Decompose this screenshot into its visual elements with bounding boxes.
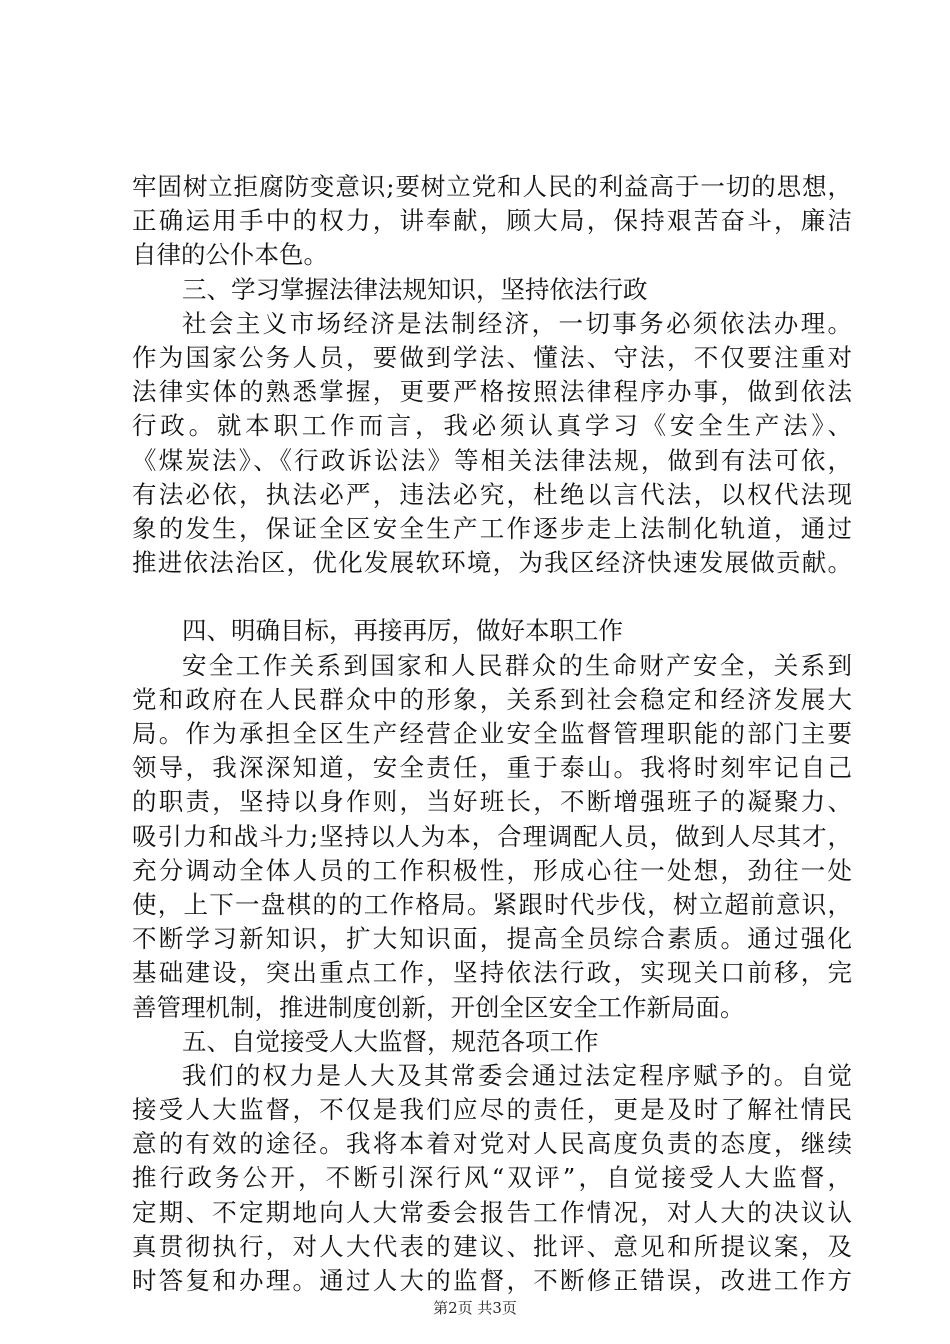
text-line: 有法必依，执法必严，违法必究，杜绝以言代法，以权代法现	[132, 479, 852, 509]
text-line: 安全工作关系到国家和人民群众的生命财产安全，关系到	[182, 650, 852, 680]
text-line: 吸引力和战斗力;坚持以人为本，合理调配人员，做到人尽其才，	[132, 821, 852, 851]
text-line: 基础建设，突出重点工作，坚持依法行政，实现关口前移，完	[132, 958, 852, 988]
text-line: 自律的公仆本色。	[132, 240, 328, 270]
text-line: 社会主义市场经济是法制经济，一切事务必须依法办理。	[182, 308, 852, 338]
text-line: 牢固树立拒腐防变意识;要树立党和人民的利益高于一切的思想，	[132, 172, 852, 201]
document-body	[132, 170, 852, 1298]
text-line: 定期、不定期地向人大常委会报告工作情况，对人大的决议认	[132, 1197, 852, 1227]
page-number-footer: 第2页 共3页	[433, 1299, 517, 1317]
text-line: 局。作为承担全区生产经营企业安全监督管理职能的部门主要	[132, 719, 852, 748]
text-line: 《煤炭法》、《行政诉讼法》等相关法律法规，做到有法可依，	[132, 445, 852, 475]
section-heading: 四、明确目标，再接再厉，做好本职工作	[182, 616, 623, 646]
text-line: 真贯彻执行，对人大代表的建议、批评、意见和所提议案，及	[132, 1231, 852, 1261]
text-line: 正确运用手中的权力，讲奉献，顾大局，保持艰苦奋斗，廉洁	[132, 206, 852, 236]
text-line: 不断学习新知识，扩大知识面，提高全员综合素质。通过强化	[132, 924, 852, 954]
text-line: 行政。就本职工作而言，我必须认真学习《安全生产法》、	[132, 411, 852, 441]
text-line: 法律实体的熟悉掌握，更要严格按照法律程序办事，做到依法	[132, 377, 852, 407]
text-line: 意的有效的途径。我将本着对党对人民高度负责的态度，继续	[132, 1129, 852, 1159]
text-line: 党和政府在人民群众中的形象，关系到社会稳定和经济发展大	[132, 684, 852, 714]
text-line: 善管理机制，推进制度创新，开创全区安全工作新局面。	[132, 992, 745, 1022]
text-line: 领导，我深深知道，安全责任，重于泰山。我将时刻牢记自己	[132, 753, 852, 783]
section-heading: 三、学习掌握法律法规知识，坚持依法行政	[182, 274, 648, 304]
text-line: 时答复和办理。通过人大的监督，不断修正错误，改进工作方	[132, 1266, 852, 1295]
text-line: 推进依法治区，优化发展软环境，为我区经济快速发展做贡献。	[132, 548, 852, 578]
text-line: 作为国家公务人员，要做到学法、懂法、守法，不仅要注重对	[132, 342, 852, 372]
text-line: 充分调动全体人员的工作积极性，形成心往一处想，劲往一处	[132, 855, 852, 885]
text-line: 象的发生，保证全区安全生产工作逐步走上法制化轨道，通过	[132, 513, 852, 543]
text-line: 的职责，坚持以身作则，当好班长，不断增强班子的凝聚力、	[132, 787, 852, 817]
text-line: 接受人大监督，不仅是我们应尽的责任，更是及时了解社情民	[132, 1095, 852, 1125]
section-heading: 五、自觉接受人大监督，规范各项工作	[182, 1026, 599, 1056]
text-line: 我们的权力是人大及其常委会通过法定程序赋予的。自觉	[182, 1060, 852, 1090]
text-line: 使，上下一盘棋的的工作格局。紧跟时代步伐，树立超前意识，	[132, 889, 852, 919]
text-line: 推行政务公开，不断引深行风“双评”，自觉接受人大监督，	[132, 1163, 852, 1193]
